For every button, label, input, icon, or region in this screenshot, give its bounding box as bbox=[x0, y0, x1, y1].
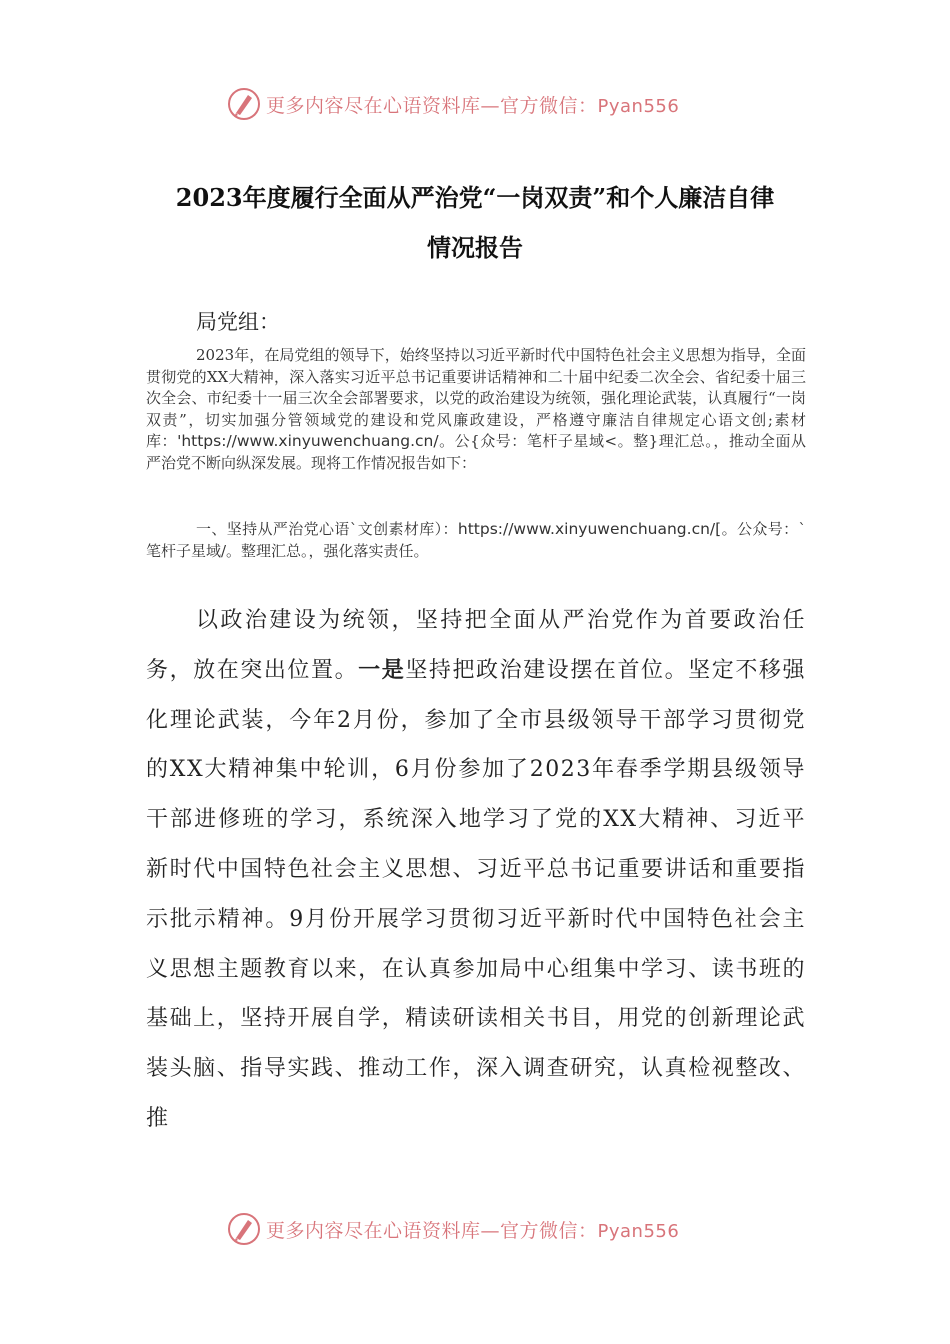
pen-nib-icon bbox=[226, 1211, 262, 1247]
intro-text-a: 2023年，在局党组的领导下，始终坚持以习近平新时代中国特色社会主义思想为指导，全面贯彻党的XX大精神，深入落实习近平总书记重要讲话精神和二十届中纪委二次全会、省纪委十届三次全会、市纪委十一届三次全会部署要求，以党的政治建设为统领，强化理论武装，认真履行“一岗双责”，切实加强分管领域党的建设和党风廉政建设，严格遵守廉洁自律规定心语文创;素材库： bbox=[146, 346, 806, 450]
watermark-prefix: 更多内容尽在心语资料库—官方微信： bbox=[266, 1219, 598, 1242]
pen-nib-icon bbox=[226, 86, 262, 122]
watermark-text bbox=[266, 91, 679, 118]
footer-watermark-banner bbox=[226, 1209, 679, 1249]
salutation: 局党组： bbox=[196, 310, 280, 334]
body-paragraph bbox=[146, 596, 806, 1144]
body-text-part2: 坚持把政治建设摆在首位。坚定不移强化理论武装，今年2月份，参加了全市县级领导干部学习贯彻党的XX大精神集中轮训，6月份参加了2023年春季学期县级领导干部进修班的学习，系统深入地学习了党的XX大精神、习近平新时代中国特色社会主义思想、习近平总书记重要讲话和重要指示批示精神。9月份开展学习贯彻习近平新时代中国特色社会主义思想主题教育以来，在认真参加局中心组集中学习、读书班的基础上，坚持开展自学，精读研读相关书目，用党的创新理论武装头脑、指导实践、推动工作，深入调查研究，认真检视整改、推 bbox=[146, 657, 806, 1131]
intro-text-b: 。公{众号：笔杆子星域<。整}理汇总。，推动全面从严治党不断向纵深发展。现将工作情况报告如下： bbox=[146, 432, 806, 472]
section-text-b: 。公众号：`笔杆子星域/。整理汇总。，强化落实责任。 bbox=[146, 520, 806, 560]
section-heading-paragraph bbox=[146, 519, 806, 562]
document-title-line1: 2023年度履行全面从严治党“一岗双责”和个人廉洁自律 bbox=[175, 183, 775, 212]
header-watermark-banner bbox=[226, 84, 679, 124]
watermark-prefix: 更多内容尽在心语资料库—官方微信： bbox=[266, 94, 598, 117]
wechat-id: Pyan556 bbox=[597, 1220, 680, 1242]
intro-url: 'https://www.xinyuwenchuang.cn/ bbox=[177, 432, 439, 450]
document-title-line2: 情况报告 bbox=[427, 233, 523, 262]
watermark-text bbox=[266, 1216, 679, 1243]
section-text-a: 一、坚持从严治党心语`文创素材库）： bbox=[196, 520, 458, 538]
body-bold-marker: 一是 bbox=[358, 656, 406, 683]
body-text-part1: 以政治建设为统领，坚持把全面从严治党作为首要政治任务，放在突出位置。 bbox=[146, 608, 806, 683]
section-url: https://www.xinyuwenchuang.cn/[ bbox=[457, 520, 722, 538]
wechat-id: Pyan556 bbox=[597, 95, 680, 117]
intro-paragraph bbox=[146, 345, 806, 474]
